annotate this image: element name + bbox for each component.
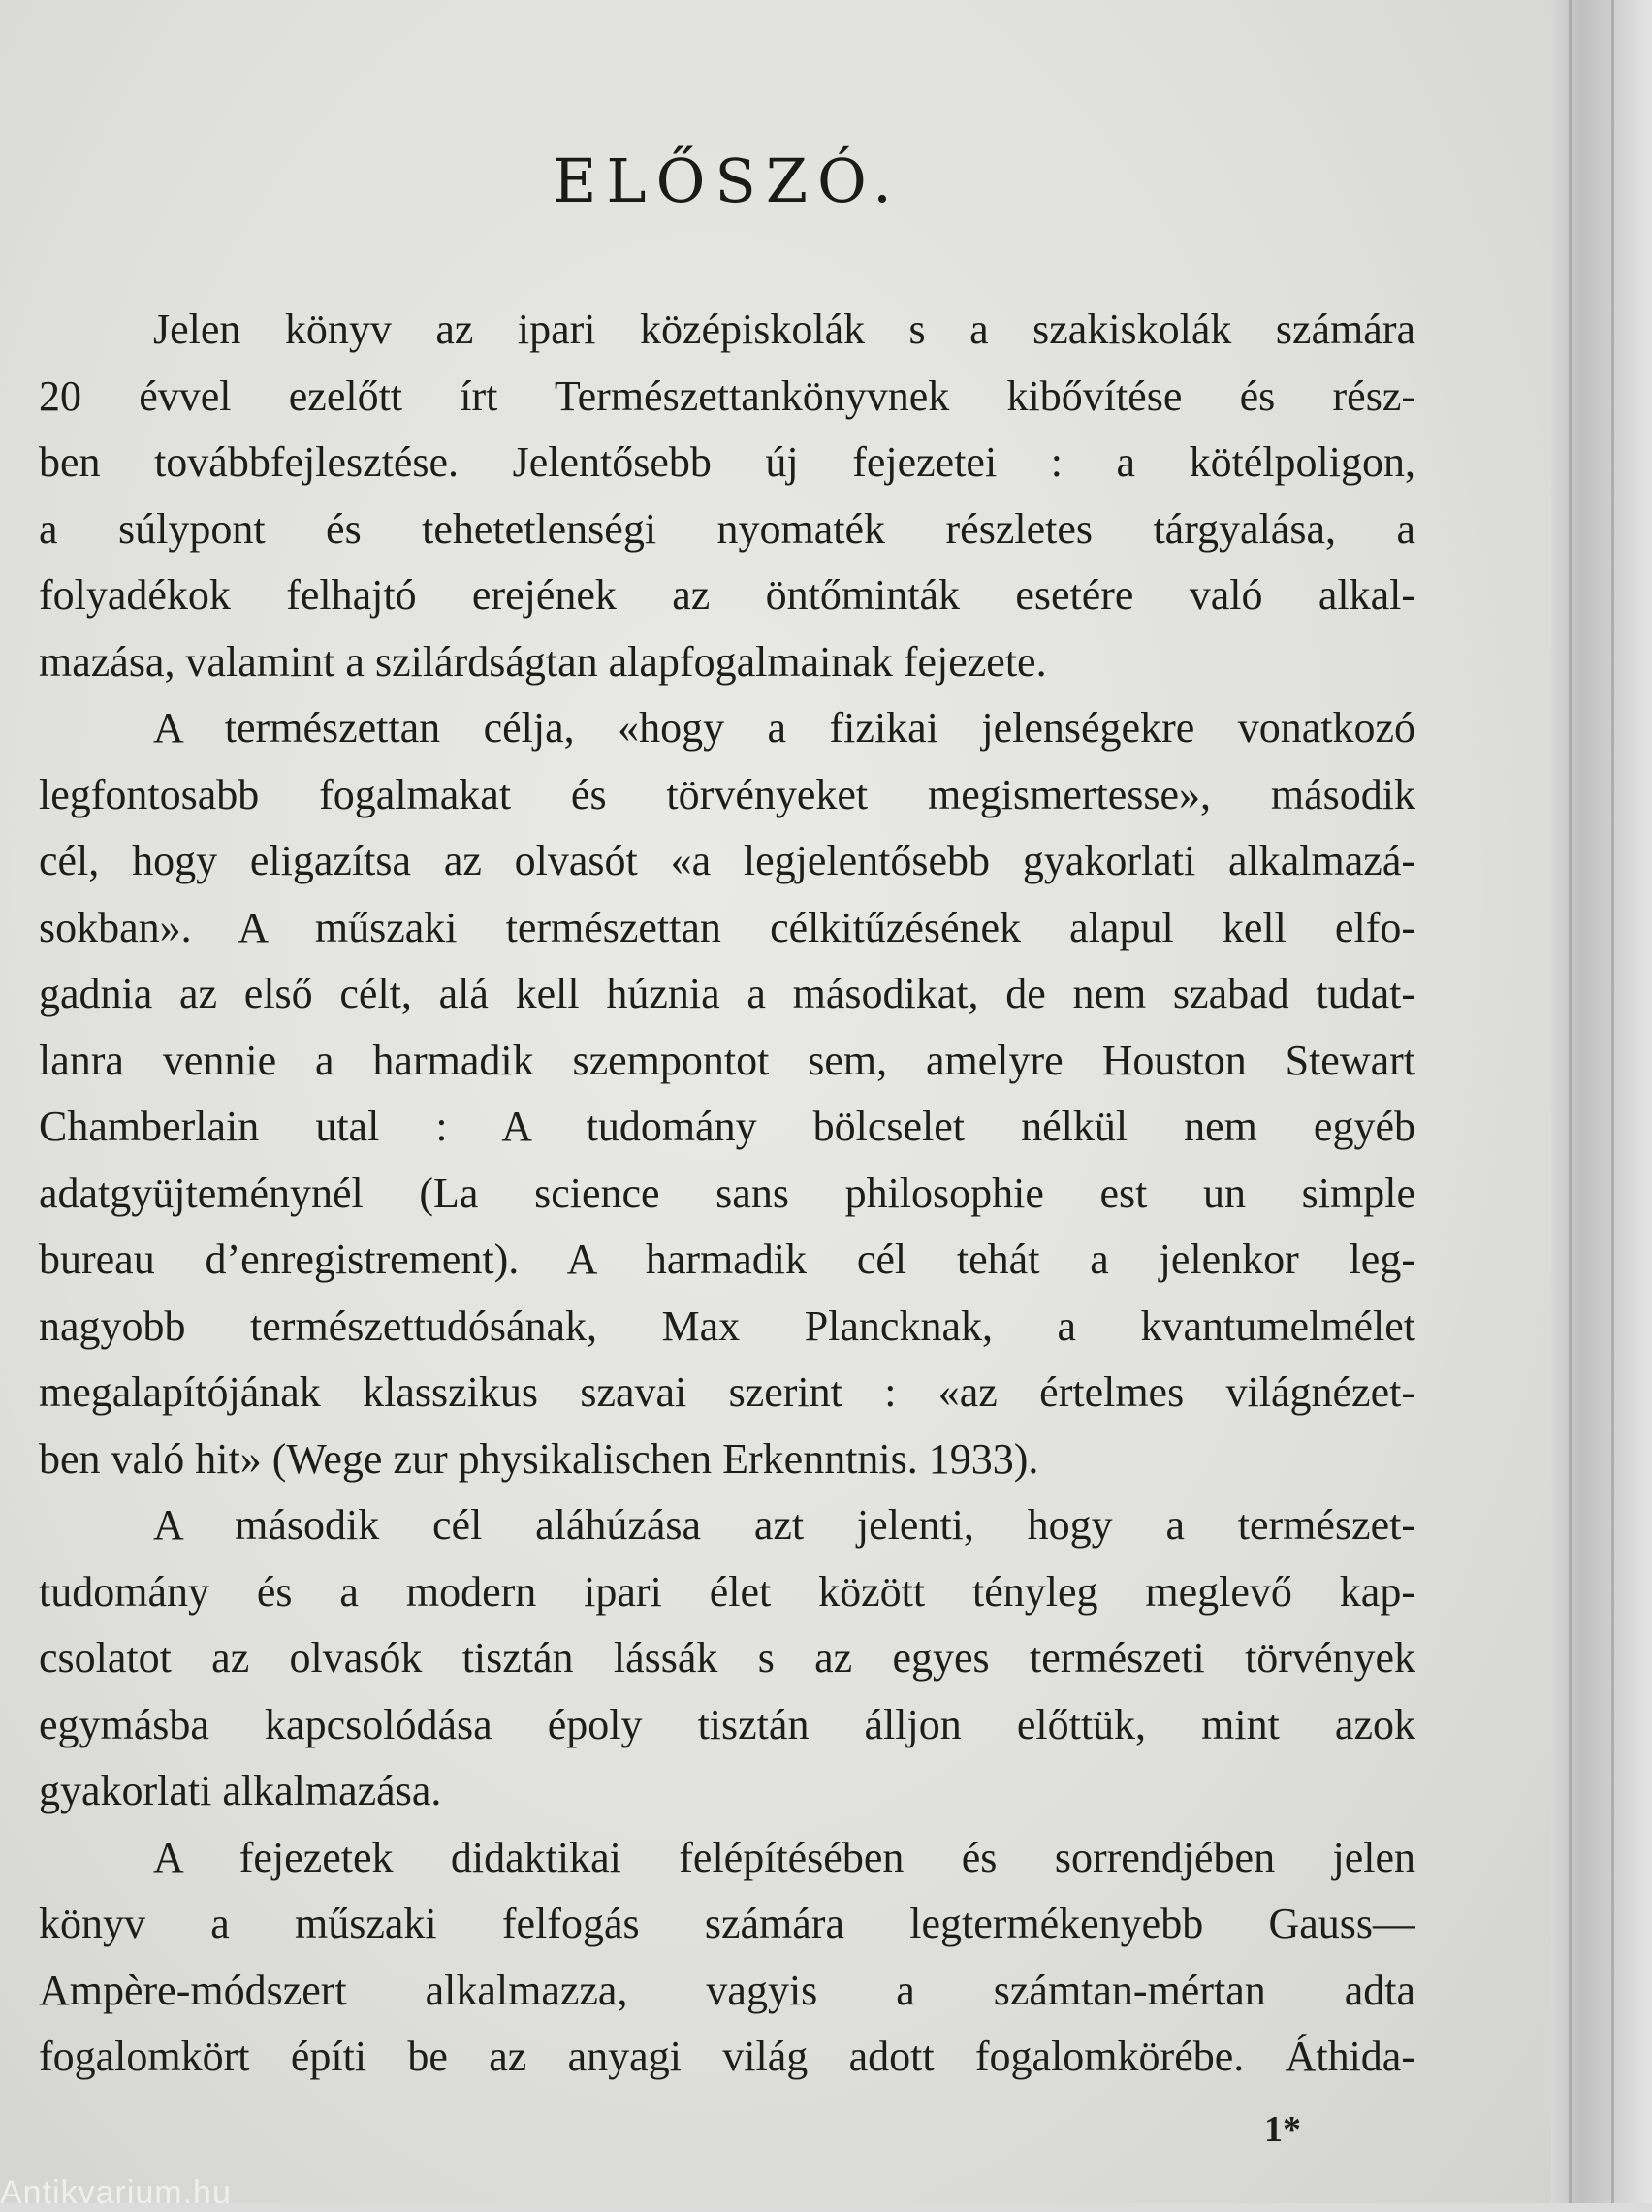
page-signature-mark: 1*: [1264, 2109, 1301, 2150]
text-line: gyakorlati alkalmazása.: [39, 1767, 442, 1814]
text-line: megalapítójának klasszikus szavai szerint : «az értelmes világnézet-: [39, 1368, 1415, 1416]
text-line: a súlypont és tehetetlenségi nyomaték részletes tárgyalása, a: [39, 504, 1415, 553]
text-line: A fejezetek didaktikai felépítésében és sorrendjében jelen: [153, 1833, 1415, 1881]
text-line: A második cél aláhúzása azt jelenti, hogy a természet-: [153, 1501, 1415, 1549]
text-line: adatgyüjteménynél (La science sans philosophie est un simple: [39, 1169, 1415, 1217]
text-line: legfontosabb fogalmakat és törvényeket megismertesse», második: [39, 770, 1415, 818]
text-line: fogalomkört építi be az anyagi világ adott fogalomkörébe. Áthida-: [39, 2033, 1415, 2080]
text-line: Ampère-módszert alkalmazza, vagyis a számtan-mértan adta: [39, 1966, 1415, 2014]
text-line: sokban». A műszaki természettan célkitűzésének alapul kell elfo-: [39, 903, 1415, 951]
text-line: bureau d’enregistrement). A harmadik cél tehát a jelenkor leg-: [39, 1235, 1415, 1283]
text-line: Jelen könyv az ipari középiskolák s a szakiskolák számára: [153, 305, 1415, 353]
text-line: folyadékok felhajtó erejének az öntőminták esetére való alkal-: [39, 571, 1415, 619]
text-line: A természettan célja, «hogy a fizikai jelenségekre vonatkozó: [153, 704, 1415, 752]
watermark: Antikvarium.hu: [0, 2174, 232, 2211]
text-line: nagyobb természettudósának, Max Plancknak, a kvantumelmélet: [39, 1301, 1415, 1350]
text-line: cél, hogy eligazítsa az olvasót «a legjelentősebb gyakorlati alkalmazá-: [39, 837, 1415, 884]
text-line: ben való hit» (Wege zur physikalischen Erkenntnis. 1933).: [39, 1434, 1039, 1483]
text-line: 20 évvel ezelőtt írt Természettankönyvnek kibővítése és rész-: [39, 371, 1415, 420]
text-line: mazása, valamint a szilárdságtan alapfogalmainak fejezete.: [39, 637, 1047, 686]
book-gutter: [1551, 0, 1652, 2203]
text-line: tudomány és a modern ipari élet között tényleg meglevő kap-: [39, 1567, 1415, 1616]
text-line: könyv a műszaki felfogás számára legtermékenyebb Gauss—: [39, 1900, 1415, 1947]
text-line: gadnia az első célt, alá kell húznia a másodikat, de nem szabad tudat-: [39, 970, 1415, 1017]
body-text: [39, 297, 1415, 2091]
text-line: lanra vennie a harmadik szempontot sem, amelyre Houston Stewart: [39, 1036, 1415, 1084]
text-line: egymásba kapcsolódása époly tisztán álljon előttük, mint azok: [39, 1700, 1415, 1748]
text-line: ben továbbfejlesztése. Jelentősebb új fejezetei : a kötélpoligon,: [39, 438, 1415, 486]
text-line: Chamberlain utal : A tudomány bölcselet nélkül nem egyéb: [39, 1103, 1415, 1150]
page-title: ELŐSZÓ.: [553, 145, 902, 216]
text-line: csolatot az olvasók tisztán lássák s az egyes természeti törvények: [39, 1634, 1415, 1682]
